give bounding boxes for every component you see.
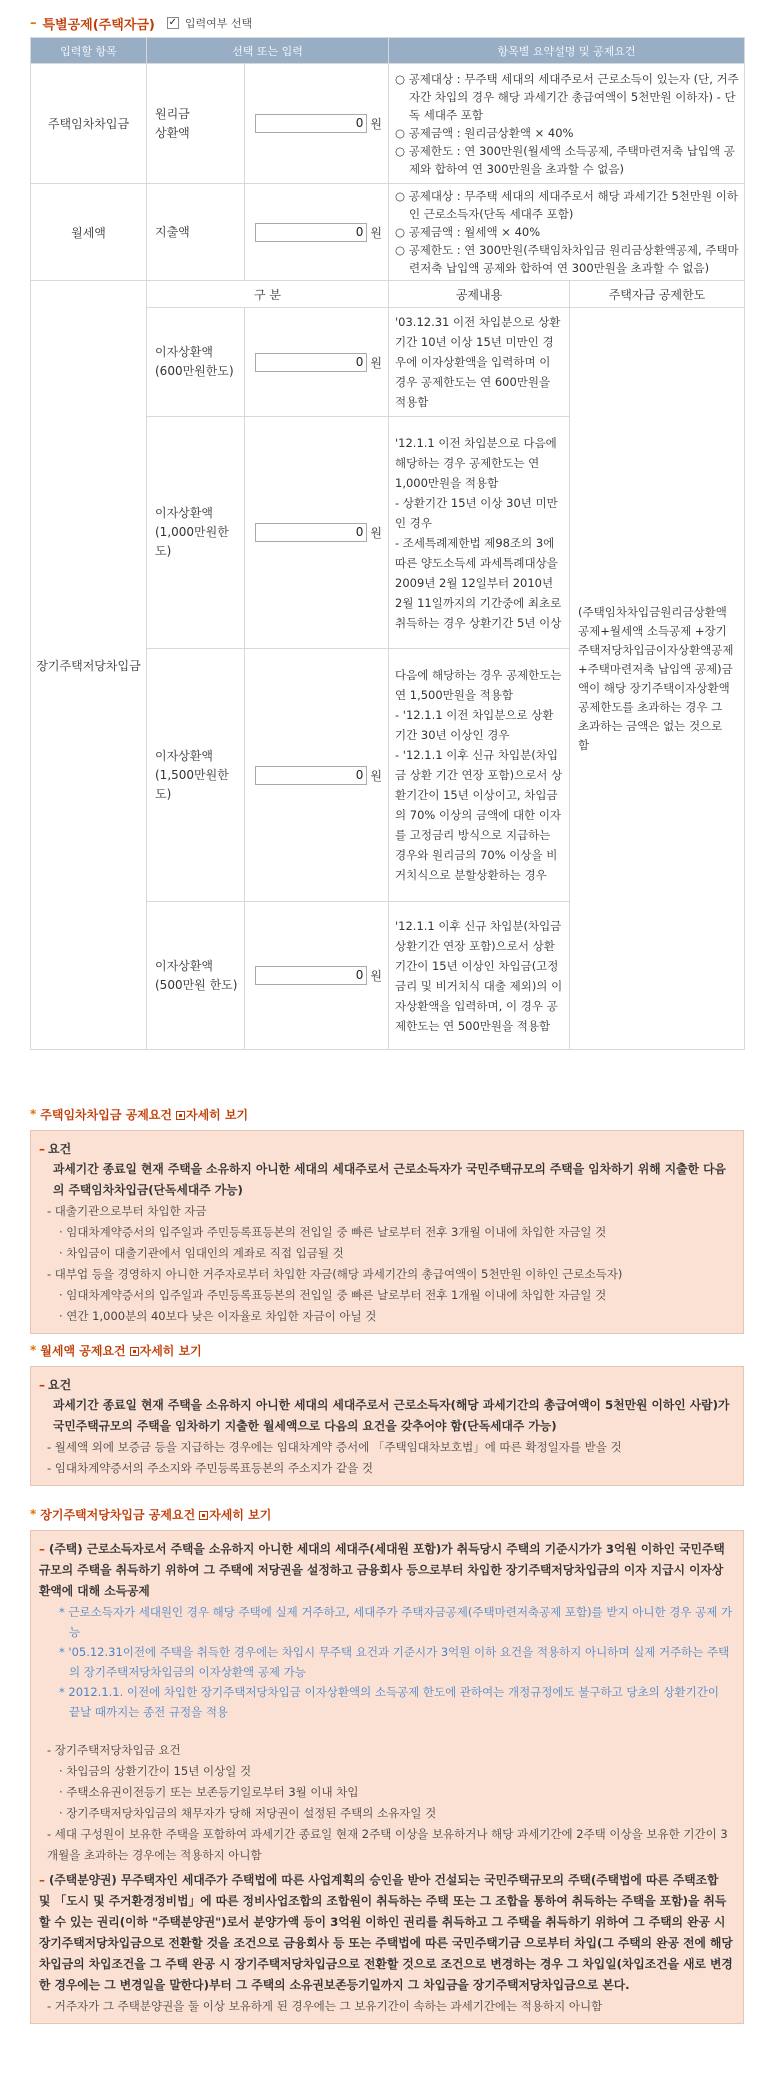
req-line: - 장기주택저당차입금 요건 [47, 1743, 181, 1757]
input-cell [245, 902, 389, 1050]
col-header-input: 선택 또는 입력 [147, 38, 389, 64]
row-label-monthly-rent: 월세액 [31, 184, 147, 281]
req-line: - 대출기관으로부터 차입한 자금 [47, 1204, 207, 1218]
table-row-rent-loan [31, 64, 745, 184]
col-header-item: 입력할 항목 [31, 38, 147, 64]
box-heading: – 요건 [39, 1378, 72, 1392]
amount-input-interest-600[interactable]: 0 [255, 353, 367, 372]
mortgage-house-text: (주택) 근로소득자로서 주택을 소유하지 아니한 세대의 세대주(세대원 포함)가 취득당시 주택의 기준시가가 3억원 이하인 국민주택규모의 주택을 취득하기 위하여 그 주택에 저당권을 설정하고 금융회사 등으로부터 차입한 장기주택저당차입금의 이자 지급시 이자상환액에 대해 소득공제 [39, 1542, 725, 1598]
deduction-table [30, 37, 745, 1050]
amount-input-monthly-rent[interactable]: 0 [255, 223, 367, 242]
unit-label: 원 [370, 355, 382, 370]
more-link-label: 자세히 보기 [209, 1507, 272, 1522]
limit-text: (주택임차차입금원리금상환액공제+월세액 소득공제 +장기주택저당차입금이자상환액공제+주택마련저축 납입액 공제)금액이 해당 장기주택이자상환액 공제한도를 초과하는 경우 그 초과하는 금액은 없는 것으로 함 [570, 308, 745, 1050]
section-title-monthly [30, 1340, 744, 1360]
star-bullet-icon: * [30, 1343, 37, 1357]
table-row-monthly-rent [31, 184, 745, 281]
section-rent-requirements [30, 1104, 744, 1334]
box-body: 과세기간 종료일 현재 주택을 소유하지 아니한 세대의 세대주로서 근로소득자가 국민주택규모의 주택을 임차하기 위해 지출한 다음의 주택임차차입금(단독세대주 가능) [53, 1162, 726, 1197]
input-cell [245, 417, 389, 649]
input-cell [245, 308, 389, 417]
content-interest-500: '12.1.1 이후 신규 차입분(차입금 상환기간 연장 포함)으로서 상환기간이 15년 이상인 차입금(고정금리 및 비거치식 대출 제외)의 이자상환액을 입력하며, 이 경우 공제한도는 연 500만원을 적용함 [389, 902, 570, 1050]
desc-item: ○ 공제대상 : 무주택 세대의 세대주로서 근로소득이 있는자 (단, 거주자간 차입의 경우 해당 과세기간 총급여액이 5천만원 이하자) - 단독 세대주 포함 [395, 71, 739, 122]
input-cell [245, 64, 389, 184]
requirements-box-rent [30, 1130, 744, 1334]
content-interest-1000: '12.1.1 이전 차입분으로 다음에 해당하는 경우 공제한도는 연 1,000만원을 적용함 - 상환기간 15년 이상 30년 미만인 경우 - 조세특례제한법 제98조의 3에 따른 양도소득세 과세특례대상을 2009년 2월 12일부터 2010년 2월 11일까지의 기간중에 최초로 취득하는 경우 상환기간 5년 이상 [389, 417, 570, 649]
mortgage-house-para: – (주택) 근로소득자로서 주택을 소유하지 아니한 세대의 세대주(세대원 포함)가 취득당시 주택의 기준시가가 3억원 이하인 국민주택규모의 주택을 취득하기 위하여 그 주택에 저당권을 설정하고 금융회사 등으로부터 차입한 장기주택저당차입금의 이자 지급시 이자상환액에 대해 소득공제 [39, 1542, 725, 1598]
requirements-box-monthly [30, 1366, 744, 1486]
more-icon [199, 1511, 208, 1520]
section-title-mortgage [30, 1504, 744, 1524]
desc-item: ○ 공제금액 : 월세액 × 40% [395, 225, 541, 239]
note-item: * '05.12.31이전에 주택을 취득한 경우에는 차입시 무주택 요건과 기준시가 3억원 이하 요건을 적용하지 아니하며 실제 거주하는 주택의 장기주택저당차입금의 이자상환액 공제 가능 [59, 1645, 730, 1679]
content-interest-600: '03.12.31 이전 차입분으로 상환기간 10년 이상 15년 미만인 경우에 이자상환액을 입력하며 이 경우 공제한도는 연 600만원을 적용함 [389, 308, 570, 417]
unit-label: 원 [370, 768, 382, 783]
more-icon [176, 1111, 185, 1120]
sub-label-principal-interest: 원리금 상환액 [147, 64, 245, 184]
notes-block [39, 1602, 733, 1722]
section-header [30, 12, 252, 34]
unit-label: 원 [370, 225, 382, 240]
row-label-mortgage: 장기주택저당차입금 [31, 281, 147, 1050]
checkbox-label: 입력여부 선택 [184, 17, 253, 30]
sub-label-interest-600: 이자상환액 (600만원한도) [147, 308, 245, 417]
table-row-mortgage-header [31, 281, 745, 308]
star-bullet-icon: * [30, 1107, 37, 1121]
col-header-content: 공제내용 [389, 281, 570, 308]
req-line: · 임대차계약증서의 입주일과 주민등록표등본의 전입일 중 빠른 날로부터 전후 3개월 이내에 차입한 자금일 것 [59, 1225, 607, 1239]
desc-item: ○ 공제금액 : 원리금상환액 × 40% [395, 125, 574, 140]
section-mortgage-requirements [30, 1504, 744, 2024]
bullet-dash-icon: – [30, 15, 37, 31]
section-title-text: 월세액 공제요건 [40, 1343, 126, 1358]
check-icon: ✓ [168, 17, 178, 28]
section-title-text: 장기주택저당차입금 공제요건 [40, 1507, 196, 1522]
col-header-gubun: 구 분 [147, 281, 389, 308]
amount-input-interest-1500[interactable]: 0 [255, 766, 367, 785]
page-title: 특별공제(주택자금) [42, 17, 155, 33]
req-line: · 주택소유권이전등기 또는 보존등기일로부터 3월 이내 차입 [59, 1785, 359, 1799]
more-link-label: 자세히 보기 [185, 1107, 249, 1122]
mortgage-presale-text: (주택분양권) 무주택자인 세대주가 주택법에 따른 사업계획의 승인을 받아 건설되는 국민주택규모의 주택(주택법에 따른 주택조합 및 「도시 및 주거환경정비법」에 따른 정비사업조합의 조합원이 취득하는 주택 또는 그 조합을 통하여 취득하는 주택을 포함)을 취득할 수 있는 권리(이하 "주택분양권")로서 분양가액 등이 3억원 이하인 권리를 취득하고 그 주택을 취득하기 위하여 그 주택의 완공 시 장기주택저당차입금으로 전환할 것을 조건으로 금융회사 등 또는 주택법에 따른 국민주택기금 으로부터 차입(그 주택의 완공 전에 해당 차입금의 차입조건을 그 주택 완공 시 장기주택저당차입금으로 전환할 것으로 조건으로 변경하는 경우 그 차입일(차입조건을 새로 변경한 경우에는 그 변경일을 말한다)부터 그 주택의 소유권보존등기일까지 그 차입금을 장기주택저당차입금으로 본다. [39, 1873, 733, 1992]
req-line: · 차입금의 상환기간이 15년 이상일 것 [59, 1764, 252, 1778]
star-bullet-icon: * [30, 1507, 37, 1521]
req-line: - 거주자가 그 주택분양권을 둘 이상 보유하게 된 경우에는 그 보유기간이 속하는 과세기간에는 적용하지 아니함 [47, 1999, 603, 2013]
more-link-mortgage[interactable] [199, 1506, 271, 1523]
amount-input-rent-loan[interactable]: 0 [255, 114, 367, 133]
requirements-box-mortgage [30, 1530, 744, 2024]
unit-label: 원 [370, 117, 382, 131]
section-monthly-requirements [30, 1340, 744, 1486]
req-line: - 대부업 등을 경영하지 아니한 거주자로부터 차입한 자금(해당 과세기간의 총급여액이 5천만원 이하인 근로소득자) [47, 1267, 623, 1281]
unit-label: 원 [370, 526, 382, 540]
note-item: * 근로소득자가 세대원인 경우 해당 주택에 실제 거주하고, 세대주가 주택자금공제(주택마련저축공제 포함)를 받지 아니한 경우 공제 가능 [59, 1605, 733, 1639]
more-link-label: 자세히 보기 [139, 1343, 202, 1358]
more-link-rent[interactable] [176, 1106, 248, 1123]
col-header-limit: 주택자금 공제한도 [570, 281, 745, 308]
input-cell [245, 184, 389, 281]
desc-item: ○ 공제한도 : 연 300만원(주택임차차입금 원리금상환액공제, 주택마련저축 납입액 공제와 합하여 연 300만원을 초과할 수 없음) [395, 243, 739, 275]
box-body: 과세기간 종료일 현재 주택을 소유하지 아니한 세대의 세대주로서 근로소득자(해당 과세기간의 총급여액이 5천만원 이하인 사람)가 국민주택규모의 주택을 임차하기 지출한 월세액으로 다음의 요건을 갖추어야 함(단독세대주 가능) [53, 1398, 730, 1433]
req-line: - 세대 구성원이 보유한 주택을 포함하여 과세기간 종료일 현재 2주택 이상을 보유하거나 해당 과세기간에 2주택 이상을 보유한 기간이 3개월을 초과하는 경우에는 적용하지 아니함 [47, 1827, 728, 1862]
req-line: · 연간 1,000분의 40보다 낮은 이자율로 차입한 자금이 아닐 것 [59, 1309, 377, 1323]
section-title-rent [30, 1104, 744, 1124]
req-line: · 임대차계약증서의 입주일과 주민등록표등본의 전입일 중 빠른 날로부터 전후 1개월 이내에 차입한 자금일 것 [59, 1288, 607, 1302]
col-header-desc: 항목별 요약설명 및 공제요건 [389, 38, 745, 64]
unit-label: 원 [370, 969, 382, 983]
table-header-row [31, 38, 745, 64]
amount-input-interest-500[interactable]: 0 [255, 966, 367, 985]
desc-monthly-rent [389, 184, 745, 281]
input-cell [245, 649, 389, 902]
sub-label-expense: 지출액 [147, 184, 245, 281]
req-line: · 차입금이 대출기관에서 임대인의 계좌로 직접 입금될 것 [59, 1246, 344, 1260]
desc-item: ○ 공제대상 : 무주택 세대의 세대주로서 해당 과세기간 5천만원 이하인 근로소득자(단독 세대주 포함) [395, 189, 738, 221]
sub-label-interest-1500: 이자상환액 (1,500만원한도) [147, 649, 245, 902]
box-heading-text: 요건 [48, 1142, 72, 1156]
amount-input-interest-1000[interactable]: 0 [255, 523, 367, 542]
box-heading: – 요건 [39, 1142, 72, 1156]
more-icon [130, 1347, 139, 1356]
row-label-rent-loan: 주택임차차입금 [31, 64, 147, 184]
sub-label-interest-500: 이자상환액 (500만원 한도) [147, 902, 245, 1050]
mortgage-presale-para: – (주택분양권) 무주택자인 세대주가 주택법에 따른 사업계획의 승인을 받아 건설되는 국민주택규모의 주택(주택법에 따른 주택조합 및 「도시 및 주거환경정비법」에 따른 정비사업조합의 조합원이 취득하는 주택 또는 그 조합을 통하여 취득하는 주택을 포함)을 취득할 수 있는 권리(이하 "주택분양권")로서 분양가액 등이 3억원 이하인 권리를 취득하고 그 주택을 취득하기 위하여 그 주택의 완공 시 장기주택저당차입금으로 전환할 것을 조건으로 금융회사 등 또는 주택법에 따른 국민주택기금 으로부터 차입(그 주택의 완공 전에 해당 차입금의 차입조건을 그 주택 완공 시 장기주택저당차입금으로 전환할 것으로 조건으로 변경하는 경우 그 차입일(차입조건을 새로 변경한 경우에는 그 변경일을 말한다)부터 그 주택의 소유권보존등기일까지 그 차입금을 장기주택저당차입금으로 본다. [39, 1873, 733, 1992]
req-line: - 월세액 외에 보증금 등을 지급하는 경우에는 임대차계약 증서에 「주택임대차보호법」에 따른 확정일자를 받을 것 [47, 1440, 622, 1454]
note-item: * 2012.1.1. 이전에 차입한 장기주택저당차입금 이자상환액의 소득공제 한도에 관하여는 개정규정에도 불구하고 당초의 상환기간이 끝날 때까지는 종전 규정을 적용 [59, 1685, 719, 1719]
req-line: - 임대차계약증서의 주소지와 주민등록표등본의 주소지가 같을 것 [47, 1461, 374, 1475]
content-interest-1500: 다음에 해당하는 경우 공제한도는 연 1,500만원을 적용함 - '12.1.1 이전 차입분으로 상환기간 30년 이상인 경우 - '12.1.1 이후 신규 차입분(차입금 상환 기간 연장 포함)으로서 상환기간이 15년 이상이고, 차입금의 70% 이상의 금액에 대한 이자를 고정금리 방식으로 지급하는 경우와 원리금의 70% 이상을 비거치식으로 분할상환하는 경우 [389, 649, 570, 902]
more-link-monthly[interactable] [130, 1342, 202, 1359]
box-heading-text: 요건 [48, 1378, 72, 1392]
desc-rent-loan [389, 64, 745, 184]
input-select-checkbox[interactable] [167, 17, 179, 29]
desc-item: ○ 공제한도 : 연 300만원(월세액 소득공제, 주택마련저축 납입액 공제와 합하여 연 300만원을 초과할 수 없음) [395, 143, 735, 176]
sub-label-interest-1000: 이자상환액 (1,000만원한도) [147, 417, 245, 649]
req-line: · 장기주택저당차입금의 채무자가 당해 저당권이 설정된 주택의 소유자일 것 [59, 1806, 437, 1820]
section-title-text: 주택임차차입금 공제요건 [40, 1107, 172, 1122]
